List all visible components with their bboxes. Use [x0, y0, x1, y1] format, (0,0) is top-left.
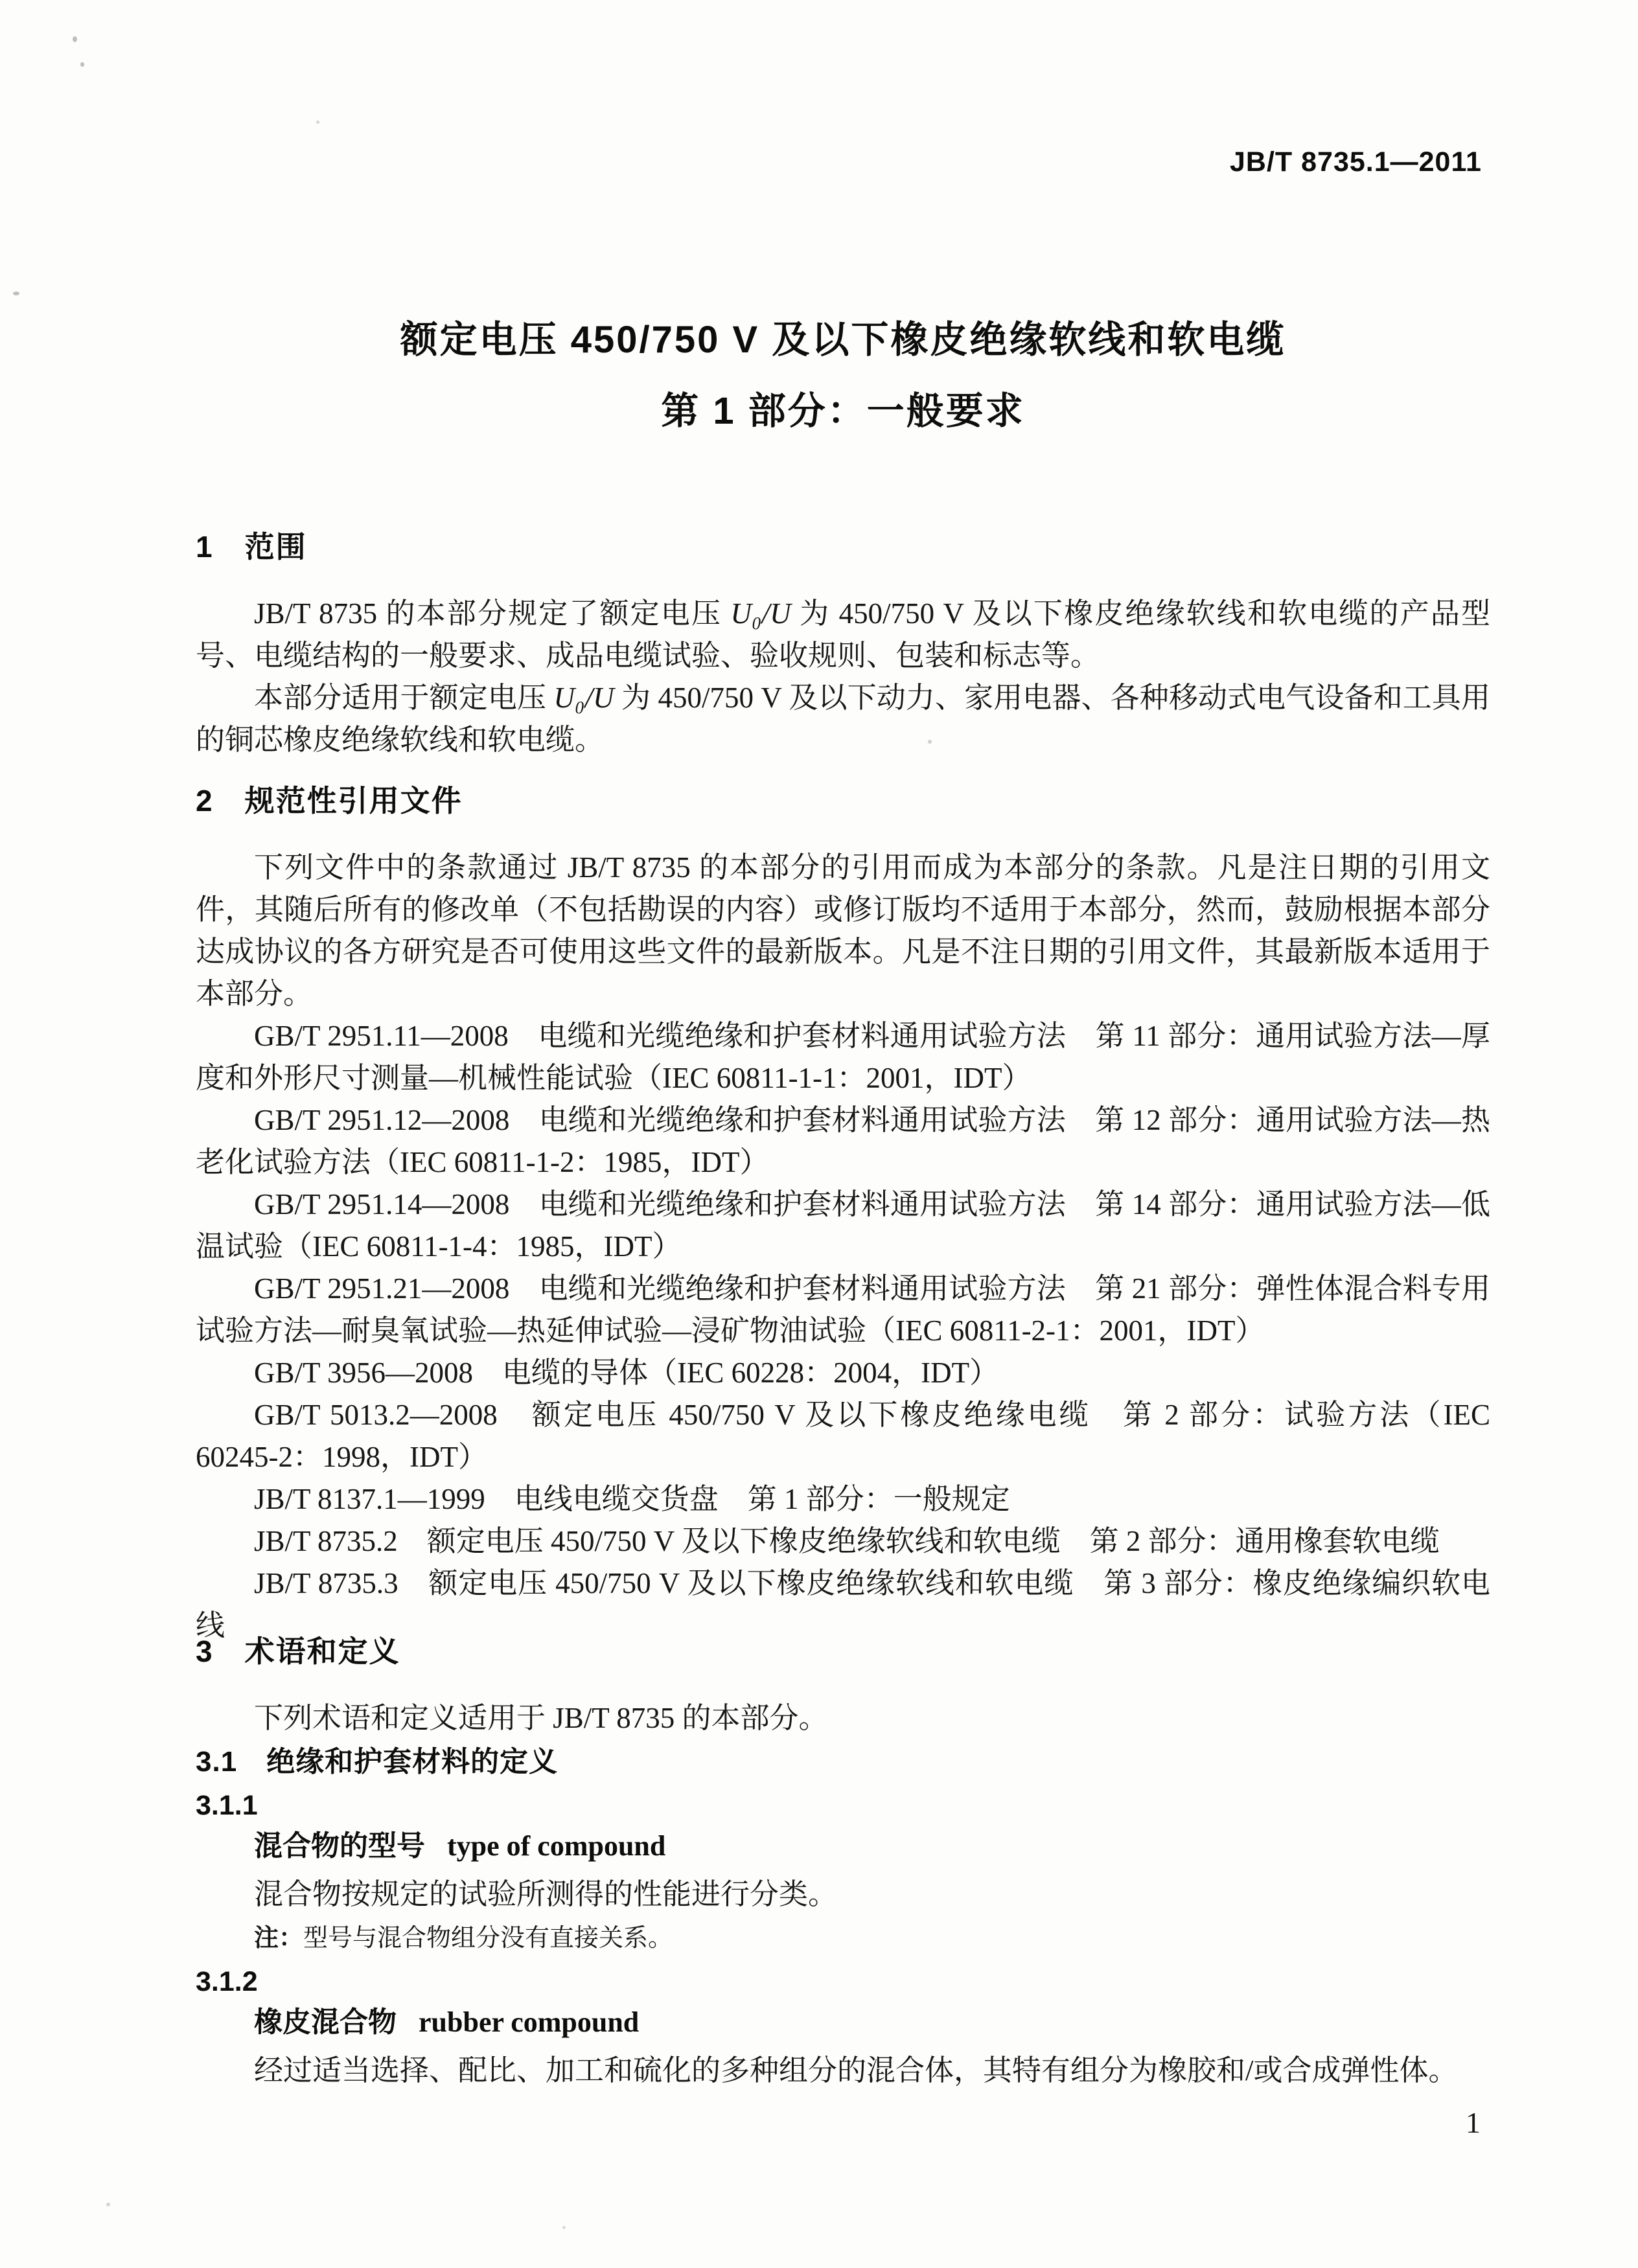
reference-item: GB/T 2951.11—2008 电缆和光缆绝缘和护套材料通用试验方法 第 11 部分：通用试验方法—厚度和外形尺寸测量—机械性能试验（IEC 60811-1-1：2001，IDT）: [196, 1020, 1490, 1094]
reference-item: GB/T 3956—2008 电缆的导体（IEC 60228：2004，IDT）: [254, 1357, 999, 1389]
references-intro: 下列文件中的条款通过 JB/T 8735 的本部分的引用而成为本部分的条款。凡是注日期的引用文件，其随后所有的修改单（不包括勘误的内容）或修订版均不适用于本部分，然而，鼓励根据本部分达成协议的各方研究是否可使用这些文件的最新版本。凡是不注日期的引用文件，其最新版本适用于本部分。: [196, 851, 1490, 1010]
clause-number-3-1-1: 3.1.1: [196, 1790, 258, 1821]
document-title-line2: 第 1 部分：一般要求: [661, 390, 1025, 432]
scope-p1-post: 为 450/750 V 及以下橡皮绝缘软线和软电缆的产品型号、电缆结构的一般要求、成品电缆试验、验收规则、包装和标志等。: [196, 597, 1490, 672]
standard-number: JB/T 8735.1—2011: [1230, 146, 1482, 178]
scope-paragraph-2: [196, 677, 1490, 761]
note-text: 型号与混合物组分没有直接关系。: [303, 1925, 673, 1952]
section-normative-references: [196, 784, 1490, 1647]
reference-item: JB/T 8735.2 额定电压 450/750 V 及以下橡皮绝缘软线和软电缆 第 2 部分：通用橡套软电缆: [254, 1525, 1440, 1557]
voltage-symbol: U₀/U: [553, 682, 614, 714]
reference-item: GB/T 2951.14—2008 电缆和光缆绝缘和护套材料通用试验方法 第 14 部分：通用试验方法—低温试验（IEC 60811-1-4：1985，IDT）: [196, 1188, 1490, 1263]
term-entry: [196, 2002, 1490, 2049]
section-scope: [196, 530, 1490, 761]
scan-speck: [316, 120, 319, 124]
section-heading-terms: 3 术语和定义: [196, 1634, 400, 1668]
term-chinese: 橡皮混合物: [254, 2006, 397, 2038]
reference-item: GB/T 2951.21—2008 电缆和光缆绝缘和护套材料通用试验方法 第 21 部分：弹性体混合料专用试验方法—耐臭氧试验—热延伸试验—浸矿物油试验（IEC 60811-2-1：2001，IDT）: [196, 1272, 1490, 1347]
note-label: 注：: [254, 1925, 304, 1952]
scan-speck: [73, 36, 77, 42]
term-english: rubber compound: [419, 2006, 640, 2038]
reference-item: GB/T 5013.2—2008 额定电压 450/750 V 及以下橡皮绝缘电缆 第 2 部分：试验方法（IEC 60245-2：1998，IDT）: [196, 1399, 1490, 1473]
scope-p1-pre: JB/T 8735 的本部分规定了额定电压: [254, 597, 731, 630]
scope-p2-pre: 本部分适用于额定电压: [254, 682, 554, 714]
reference-item: JB/T 8137.1—1999 电线电缆交货盘 第 1 部分：一般规定: [254, 1483, 1010, 1515]
document-title-line1: 额定电压 450/750 V 及以下橡皮绝缘软线和软电缆: [400, 319, 1286, 361]
scan-speck: [13, 292, 19, 295]
term-note: [196, 1916, 1490, 1961]
scan-speck: [106, 2203, 110, 2206]
scan-speck: [562, 2226, 566, 2229]
scan-speck: [80, 62, 84, 67]
section-terms-definitions: [196, 1634, 1490, 2092]
section-heading-references: 2 规范性引用文件: [196, 784, 463, 818]
terms-intro: 下列术语和定义适用于 JB/T 8735 的本部分。: [254, 1702, 828, 1734]
section-heading-scope: 1 范围: [196, 530, 307, 564]
reference-item: GB/T 2951.12—2008 电缆和光缆绝缘和护套材料通用试验方法 第 12 部分：通用试验方法—热老化试验方法（IEC 60811-1-2：1985，IDT）: [196, 1104, 1490, 1178]
page-number: 1: [1466, 2106, 1481, 2139]
scope-paragraph-1: [196, 593, 1490, 677]
voltage-symbol: U₀/U: [730, 597, 791, 630]
scope-p2-post: 为 450/750 V 及以下动力、家用电器、各种移动式电气设备和工具用的铜芯橡皮绝缘软线和软电缆。: [196, 682, 1490, 756]
term-english: type of compound: [447, 1830, 666, 1862]
reference-item: JB/T 8735.3 额定电压 450/750 V 及以下橡皮绝缘软线和软电缆 第 3 部分：橡皮绝缘编织软电线: [196, 1567, 1490, 1642]
clause-number-3-1-2: 3.1.2: [196, 1966, 258, 1997]
term-entry: [196, 1826, 1490, 1873]
subsection-heading-3-1: 3.1 绝缘和护套材料的定义: [196, 1746, 559, 1778]
term-chinese: 混合物的型号: [254, 1830, 425, 1862]
term-definition: 混合物按规定的试验所测得的性能进行分类。: [254, 1878, 838, 1910]
term-definition: 经过适当选择、配比、加工和硫化的多种组分的混合体，其特有组分为橡胶和/或合成弹性体。: [254, 2054, 1458, 2087]
